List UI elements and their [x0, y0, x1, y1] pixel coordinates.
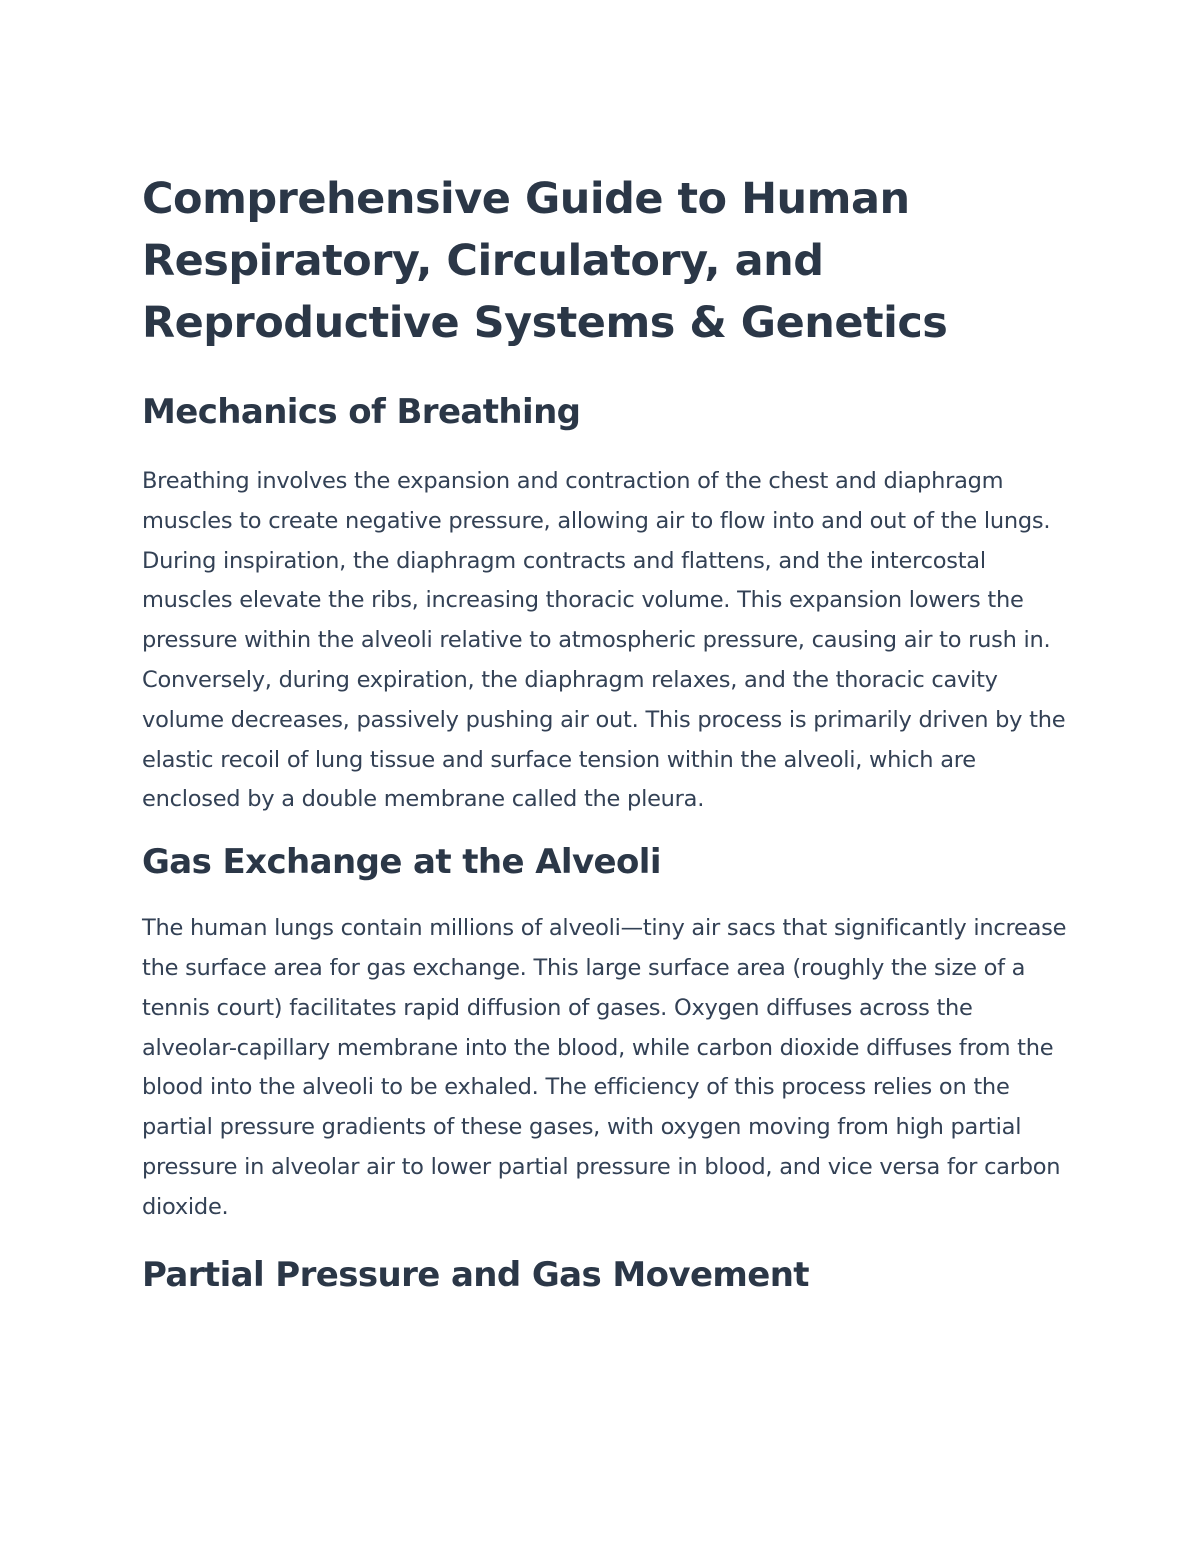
document-page	[142, 168, 1067, 1297]
section-heading-partial-pressure: Partial Pressure and Gas Movement	[142, 1254, 809, 1295]
section-body-gas-exchange: The human lungs contain millions of alveoli—tiny air sacs that significantly increase the surface area for gas exchange. This large surface area (roughly the size of a tennis court) facilitates rapid diffusion of gases. Oxygen diffuses across the alveolar-capillary membrane into the blood, while carbon dioxide diffuses from the blood into the alveoli to be exhaled. The efficiency of this process relies on the partial pressure gradients of these gases, with oxygen moving from high partial pressure in alveolar air to lower partial pressure in blood, and vice versa for carbon dioxide.	[142, 915, 1067, 1220]
document-title: Comprehensive Guide to Human Respiratory, Circulatory, and Reproductive Systems & Genetics	[142, 174, 948, 348]
section-body-mechanics-of-breathing: Breathing involves the expansion and contraction of the chest and diaphragm muscles to create negative pressure, allowing air to flow into and out of the lungs. During inspiration, the diaphragm contracts and flattens, and the intercostal muscles elevate the ribs, increasing thoracic volume. This expansion lowers the pressure within the alveoli relative to atmospheric pressure, causing air to rush in. Conversely, during expiration, the diaphragm relaxes, and the thoracic cavity volume decreases, passively pushing air out. This process is primarily driven by the elastic recoil of lung tissue and surface tension within the alveoli, which are enclosed by a double membrane called the pleura.	[142, 468, 1066, 813]
section-heading-mechanics-of-breathing: Mechanics of Breathing	[142, 392, 581, 432]
section-heading-gas-exchange: Gas Exchange at the Alveoli	[142, 842, 661, 883]
